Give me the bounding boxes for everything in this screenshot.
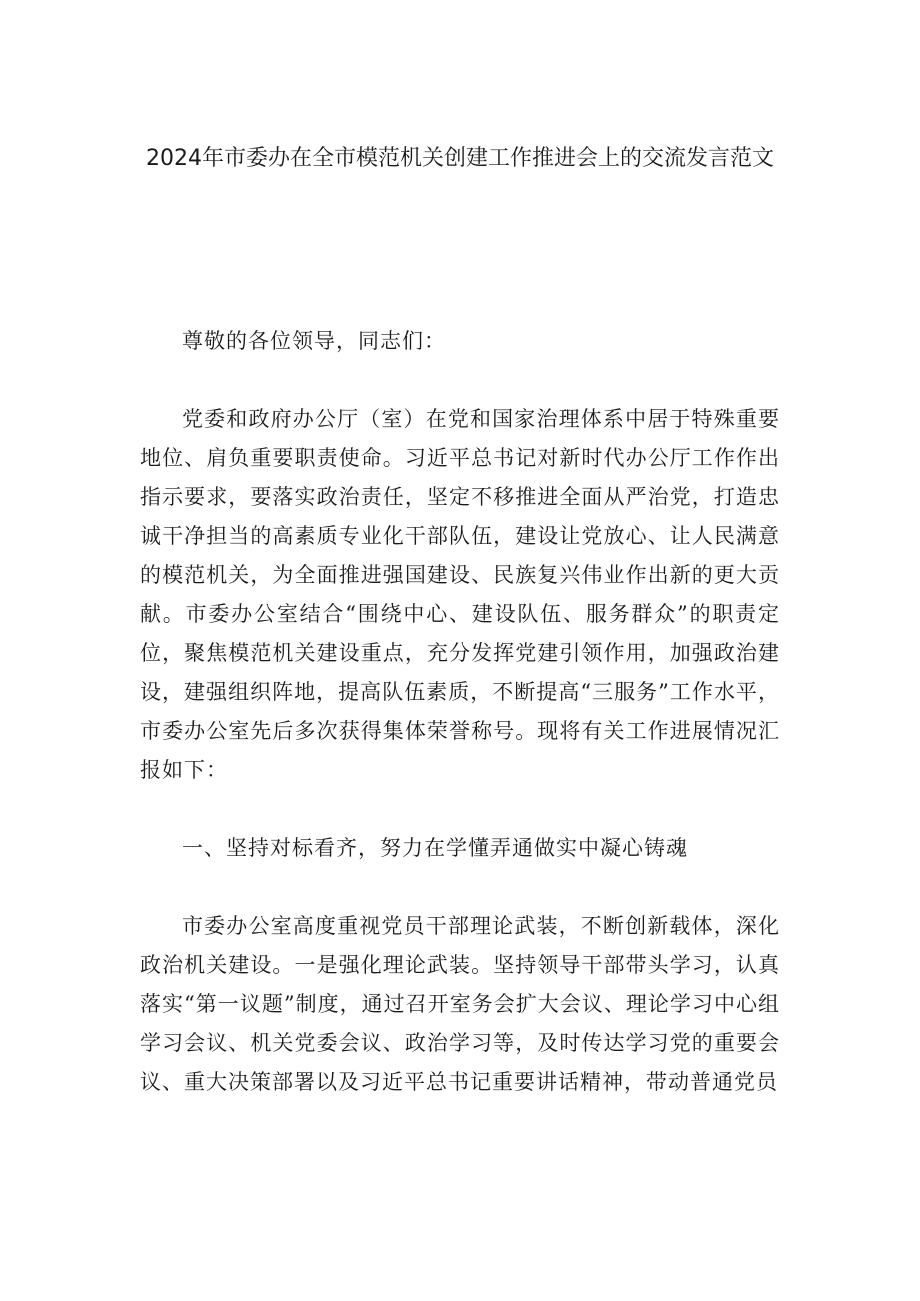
salutation: 尊敬的各位领导，同志们：	[182, 329, 446, 353]
paragraph-section-1: 市委办公室高度重视党员干部理论武装，不断创新载体，深化政治机关建设。一是强化理论武装。坚持领导干部带头学习，认真落实“第一议题”制度，通过召开室务会扩大会议、理论学习中心组学习会议、机关党委会议、政治学习等，及时传达学习党的重要会议、重大决策部署以及习近平总书记重要讲话精神，带动普通党员	[140, 914, 780, 1094]
paragraph-intro: 党委和政府办公厅（室）在党和国家治理体系中居于特殊重要地位、肩负重要职责使命。习近平总书记对新时代办公厅工作作出指示要求，要落实政治责任，坚定不移推进全面从严治党，打造忠诚干净担当的高素质专业化干部队伍，建设让党放心、让人民满意的模范机关，为全面推进强国建设、民族复兴伟业作出新的更大贡献。市委办公室结合“围绕中心、建设队伍、服务群众”的职责定位，聚焦模范机关建设重点，充分发挥党建引领作用，加强政治建设，建强组织阵地，提高队伍素质，不断提高“三服务”工作水平，市委办公室先后多次获得集体荣誉称号。现将有关工作进展情况汇报如下：	[140, 407, 780, 782]
document-title: 2024年市委办在全市模范机关创建工作推进会上的交流发言范文	[146, 146, 774, 171]
document-body	[140, 322, 780, 1141]
section-heading-1: 一、坚持对标看齐，努力在学懂弄通做实中凝心铸魂	[182, 836, 688, 860]
